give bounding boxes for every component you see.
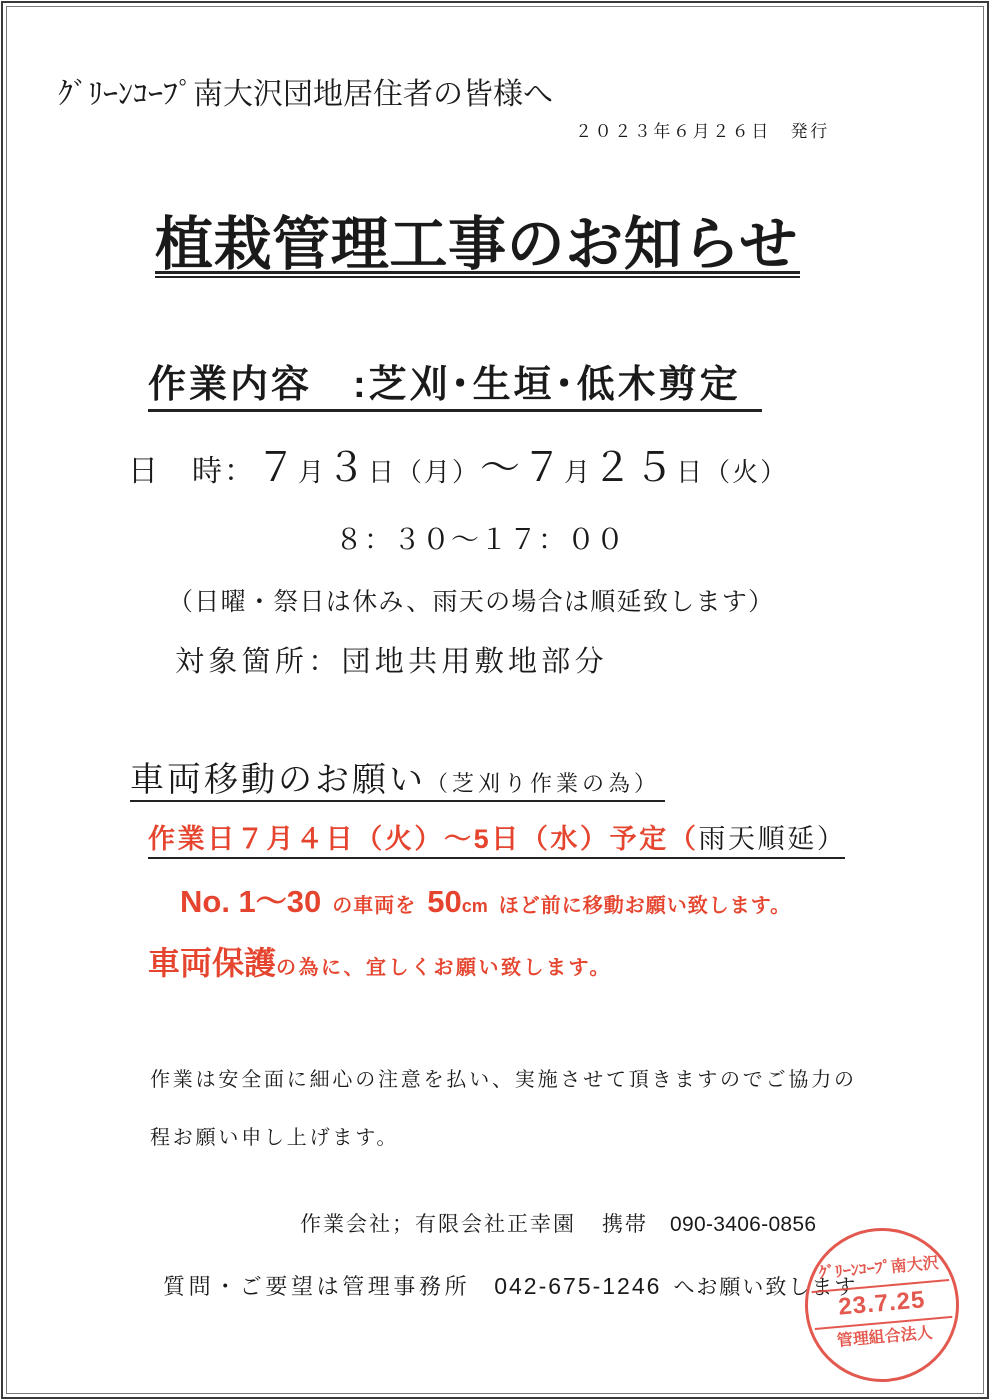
stamp-date: 23.7.25 xyxy=(837,1286,927,1321)
vehicle-numbers: No. 1～30 xyxy=(180,884,322,919)
distance-unit: cm xyxy=(461,896,488,916)
start-month-unit: 月 xyxy=(298,457,327,487)
office-phone: 042-675-1246 xyxy=(494,1273,662,1299)
start-day-number: ３ xyxy=(326,446,369,490)
start-weekday: （月） xyxy=(396,457,481,487)
work-content-underline xyxy=(148,409,762,412)
vehicle-heading-underline xyxy=(130,800,665,802)
schedule-hours: ８：３０～１７：００ xyxy=(335,524,626,555)
end-month-number: ７ xyxy=(522,446,565,490)
vehicle-move-line xyxy=(180,884,791,924)
inquiry-line xyxy=(163,1273,857,1301)
move-request-text: ほど前に移動お願い致します。 xyxy=(498,895,792,917)
protect-emphasis: 車両保護 xyxy=(148,945,277,981)
date-range-separator: ～ xyxy=(480,446,523,490)
page-title: 植栽管理工事のお知らせ xyxy=(155,212,798,277)
schedule-note: （日曜・祭日は休み、雨天の場合は順延致します） xyxy=(168,588,775,616)
start-month-number: ７ xyxy=(256,446,298,490)
stamp-organization: ｸﾞﾘｰﾝｺｰﾌﾟ南大沢 xyxy=(818,1254,940,1283)
issue-date: ２０２３年６月２６日 発行 xyxy=(575,122,830,141)
start-day-unit: 日 xyxy=(368,457,397,487)
work-content: 作業内容 :芝刈･生垣･低木剪定 xyxy=(148,364,741,406)
work-day-line xyxy=(148,826,846,853)
end-day-unit: 日 xyxy=(676,457,705,487)
target-location: 対象箇所：団地共用敷地部分 xyxy=(175,646,608,678)
schedule-dates xyxy=(128,446,788,494)
end-weekday: （火） xyxy=(704,457,789,487)
vehicle-heading-text: 車両移動のお願い xyxy=(130,761,426,799)
stamp-association: 管理組合法人 xyxy=(836,1324,934,1351)
vehicles-text: の車両を xyxy=(332,895,417,917)
recipient-line: ｸﾞﾘｰﾝｺｰﾌﾟ南大沢団地居住者の皆様へ xyxy=(58,78,553,111)
end-day-number: ２５ xyxy=(592,446,677,490)
vehicle-heading-note: （芝刈り作業の為） xyxy=(426,771,661,796)
work-day-rain-note: 雨天順延） xyxy=(698,824,847,854)
work-day-text: 作業日７月４日（火）～5日（水）予定（ xyxy=(148,824,699,854)
title-underline xyxy=(155,271,800,278)
schedule-label: 日 時： xyxy=(128,455,256,488)
work-day-underline xyxy=(148,857,845,859)
safety-notice-line-2: 程お願い申し上げます。 xyxy=(150,1127,400,1149)
contractor-line xyxy=(300,1214,816,1235)
safety-notice-line-1: 作業は安全面に細心の注意を払い、実施させて頂きますのでご協力の xyxy=(150,1069,857,1091)
distance-value: 50 xyxy=(427,884,462,919)
vehicle-protect-line xyxy=(148,944,612,987)
contractor-name: 作業会社；有限会社正幸園 xyxy=(300,1213,576,1236)
vehicle-request-heading xyxy=(130,760,660,804)
inquiry-text: 質問・ご要望は管理事務所 xyxy=(163,1274,471,1299)
mobile-label: 携帯 xyxy=(602,1213,648,1236)
mobile-number: 090-3406-0856 xyxy=(670,1213,817,1236)
protect-text: の為に、宜しくお願い致します。 xyxy=(276,957,612,979)
inquiry-end: へお願い致します xyxy=(673,1276,858,1299)
end-month-unit: 月 xyxy=(564,457,593,487)
